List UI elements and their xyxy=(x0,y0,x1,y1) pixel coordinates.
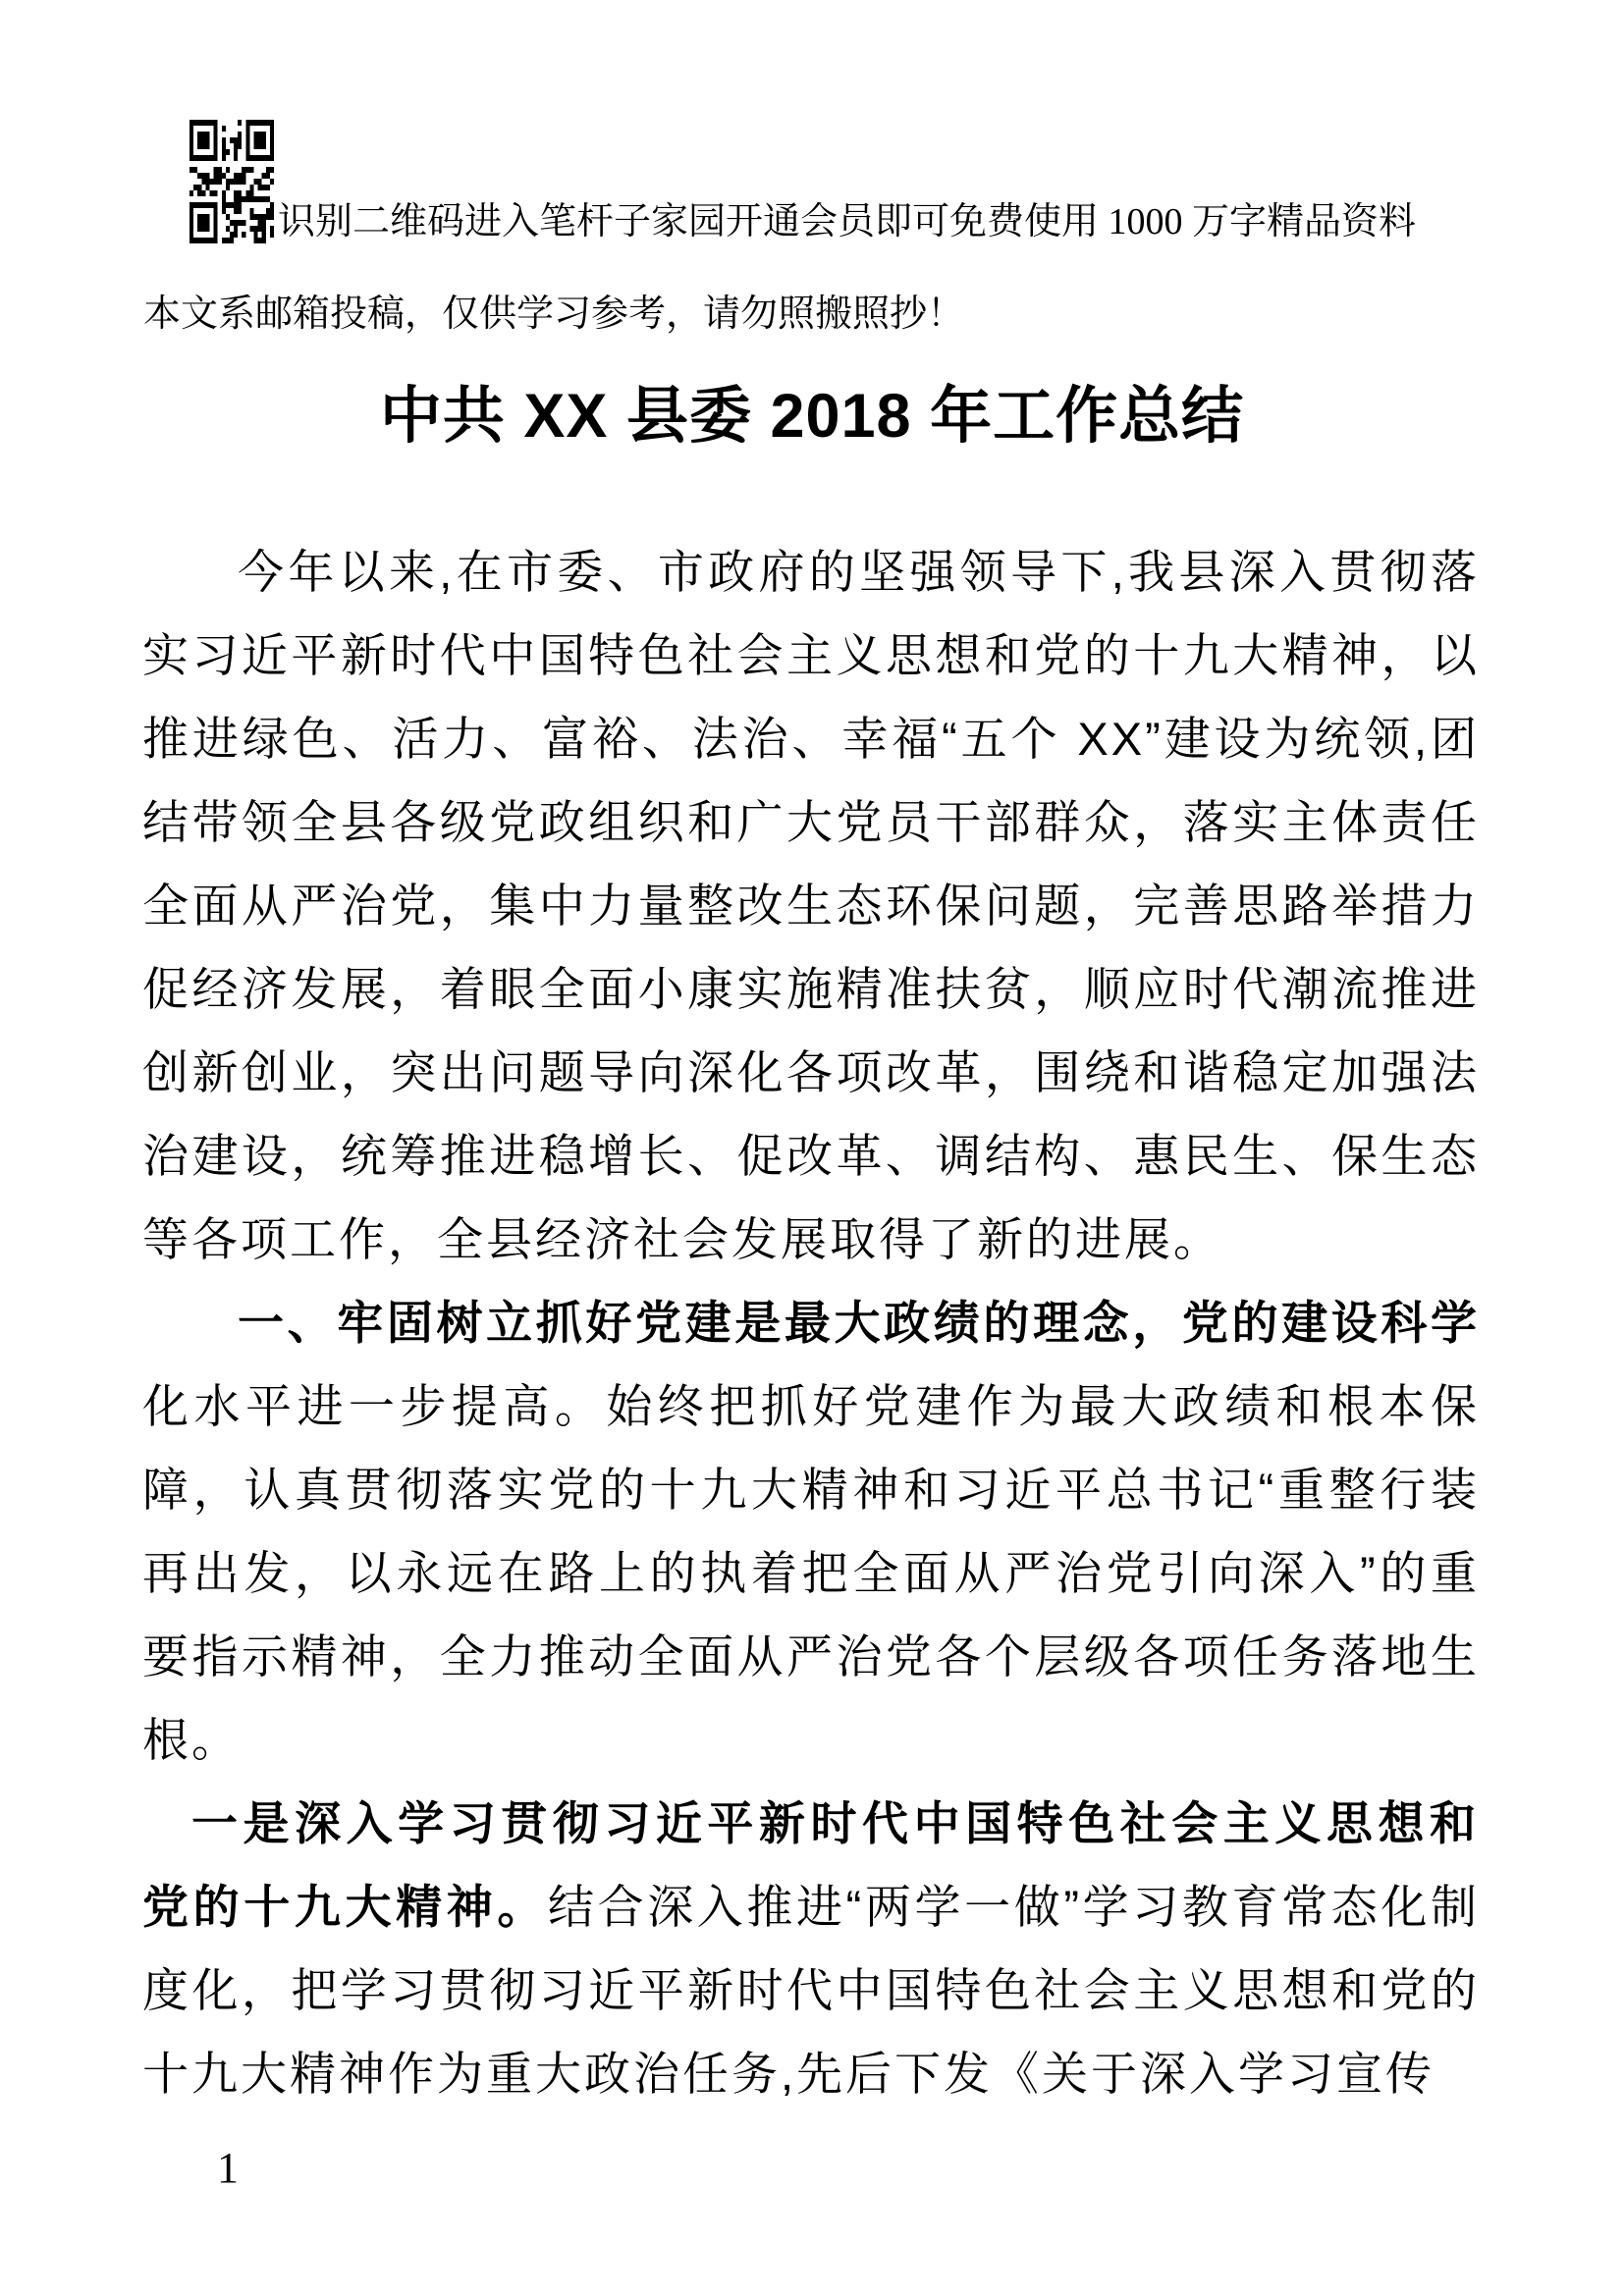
paragraph-text: 化水平进一步提高。始终把抓好党建作为最大政绩和根本保障，认真贯彻落实党的十九大精神和习近平总书记“重整行装再出发，以永远在路上的执着把全面从严治党引向深入”的重要指示精神，全力推动全面从严治党各个层级各项任务落地生根。 xyxy=(142,1380,1480,1766)
paragraph-point-1 xyxy=(142,1782,1480,2115)
document-body xyxy=(142,530,1480,2115)
paragraph-intro xyxy=(142,530,1480,1281)
qr-code xyxy=(189,120,274,243)
paragraph-section-1 xyxy=(142,1281,1480,1782)
paragraph-text: 结合深入推进“两学一做”学习教育常态化制度化，把学习贯彻习近平新时代中国特色社会主义思想和党的十九大精神作为重大政治任务,先后下发《关于深入学习宣传 xyxy=(142,1881,1480,2100)
document-title: 中共 XX 县委 2018 年工作总结 xyxy=(379,382,1245,452)
qr-promo-text: 识别二维码进入笔杆子家园开通会员即可免费使用 1000 万字精品资料 xyxy=(278,201,1417,242)
section-heading-text: 一、牢固树立抓好党建是最大政绩的理念，党的建设科学 xyxy=(238,1297,1480,1349)
disclaimer-text: 本文系邮箱投稿，仅供学习参考，请勿照搬照抄！ xyxy=(143,294,965,335)
page-number: 1 xyxy=(217,2144,239,2192)
point-heading-text: 一是深入学习贯彻习近平新时代中国特色社会主义思想和党的十九大精神。 xyxy=(142,1797,1480,1933)
paragraph-text: 今年以来,在市委、市政府的坚强领导下,我县深入贯彻落实习近平新时代中国特色社会主义思想和党的十九大精神，以推进绿色、活力、富裕、法治、幸福“五个 XX”建设为统领,团结带领全县各级党政组织和广大党员干部群众，落实主体责任全面从严治党，集中力量整改生态环保问题，完善思路举措力促经济发展，着眼全面小康实施精准扶贫，顺应时代潮流推进创新创业，突出问题导向深化各项改革，围绕和谐稳定加强法治建设，统筹推进稳增长、促改革、调结构、惠民生、保生态等各项工作，全县经济社会发展取得了新的进展。 xyxy=(142,546,1480,1265)
